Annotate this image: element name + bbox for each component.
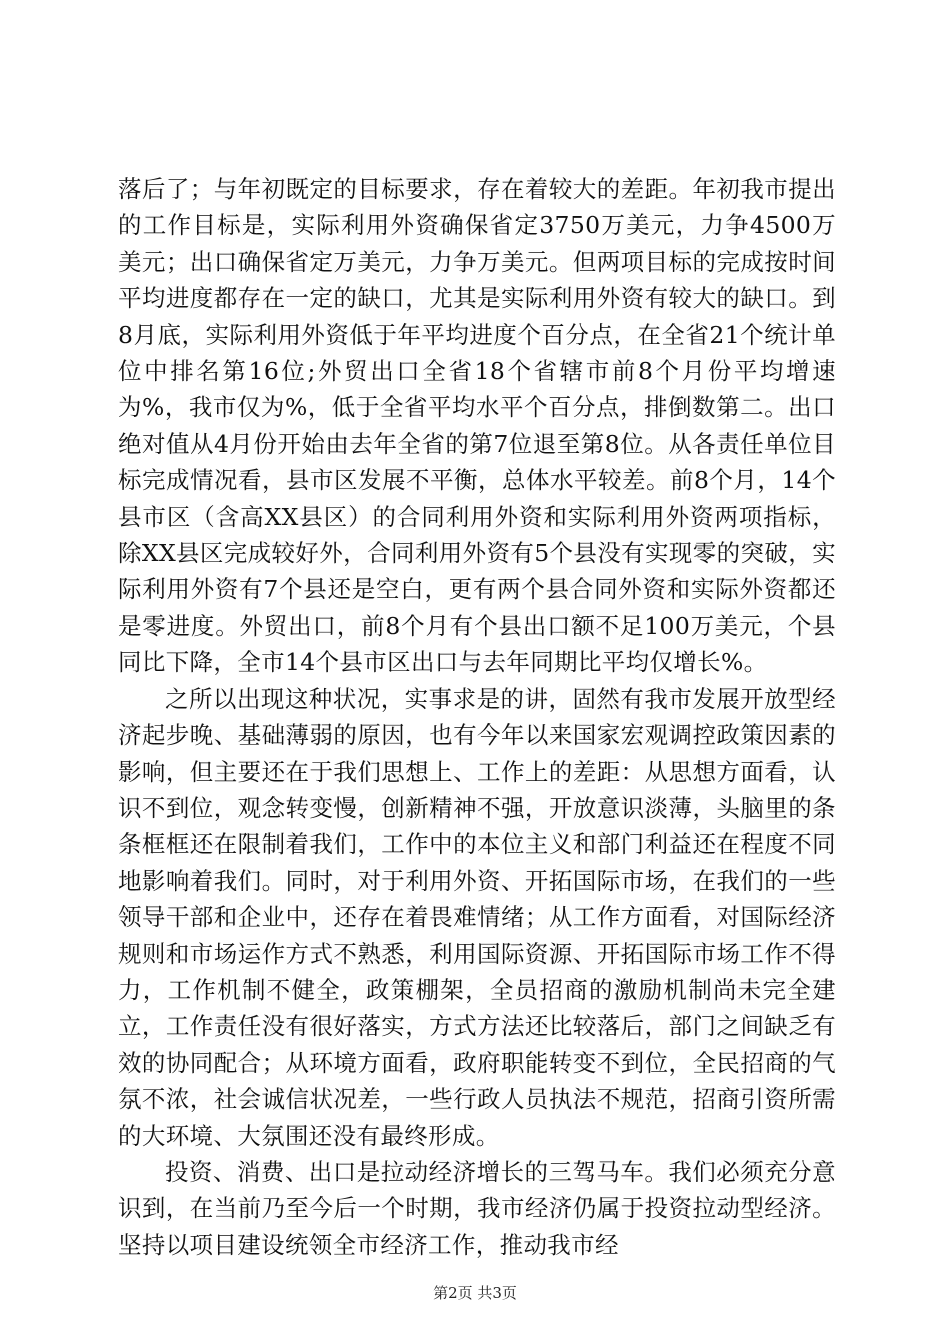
- document-body: [118, 171, 836, 1263]
- paragraph-1: 落后了；与年初既定的目标要求，存在着较大的差距。年初我市提出的工作目标是，实际利用外资确保省定3750万美元，力争4500万美元；出口确保省定万美元，力争万美元。但两项目标的完成按时间平均进度都存在一定的缺口，尤其是实际利用外资有较大的缺口。到8月底，实际利用外资低于年平均进度个百分点，在全省21个统计单位中排名第16位;外贸出口全省18个省辖市前8个月份平均增速为%，我市仅为%，低于全省平均水平个百分点，排倒数第二。出口绝对值从4月份开始由去年全省的第7位退至第8位。从各责任单位目标完成情况看，县市区发展不平衡，总体水平较差。前8个月，14个县市区（含高XX县区）的合同利用外资和实际利用外资两项指标，除XX县区完成较好外，合同利用外资有5个县没有实现零的突破，实际利用外资有7个县还是空白，更有两个县合同外资和实际外资都还是零进度。外贸出口，前8个月有个县出口额不足100万美元，个县同比下降，全市14个县市区出口与去年同期比平均仅增长%。: [118, 175, 836, 677]
- page-number-footer: 第2页 共3页: [433, 1284, 517, 1302]
- paragraph-3: 投资、消费、出口是拉动经济增长的三驾马车。我们必须充分意识到，在当前乃至今后一个时期，我市经济仍属于投资拉动型经济。坚持以项目建设统领全市经济工作，推动我市经: [118, 1157, 836, 1259]
- paragraph-2: 之所以出现这种状况，实事求是的讲，固然有我市发展开放型经济起步晚、基础薄弱的原因，也有今年以来国家宏观调控政策因素的影响，但主要还在于我们思想上、工作上的差距：从思想方面看，认识不到位，观念转变慢，创新精神不强，开放意识淡薄，头脑里的条条框框还在限制着我们，工作中的本位主义和部门利益还在程度不同地影响着我们。同时，对于利用外资、开拓国际市场，在我们的一些领导干部和企业中，还存在着畏难情绪；从工作方面看，对国际经济规则和市场运作方式不熟悉，利用国际资源、开拓国际市场工作不得力，工作机制不健全，政策棚架，全员招商的激励机制尚未完全建立，工作责任没有很好落实，方式方法还比较落后，部门之间缺乏有效的协同配合；从环境方面看，政府职能转变不到位，全民招商的气氛不浓，社会诚信状况差，一些行政人员执法不规范，招商引资所需的大环境、大氛围还没有最终形成。: [118, 684, 836, 1150]
